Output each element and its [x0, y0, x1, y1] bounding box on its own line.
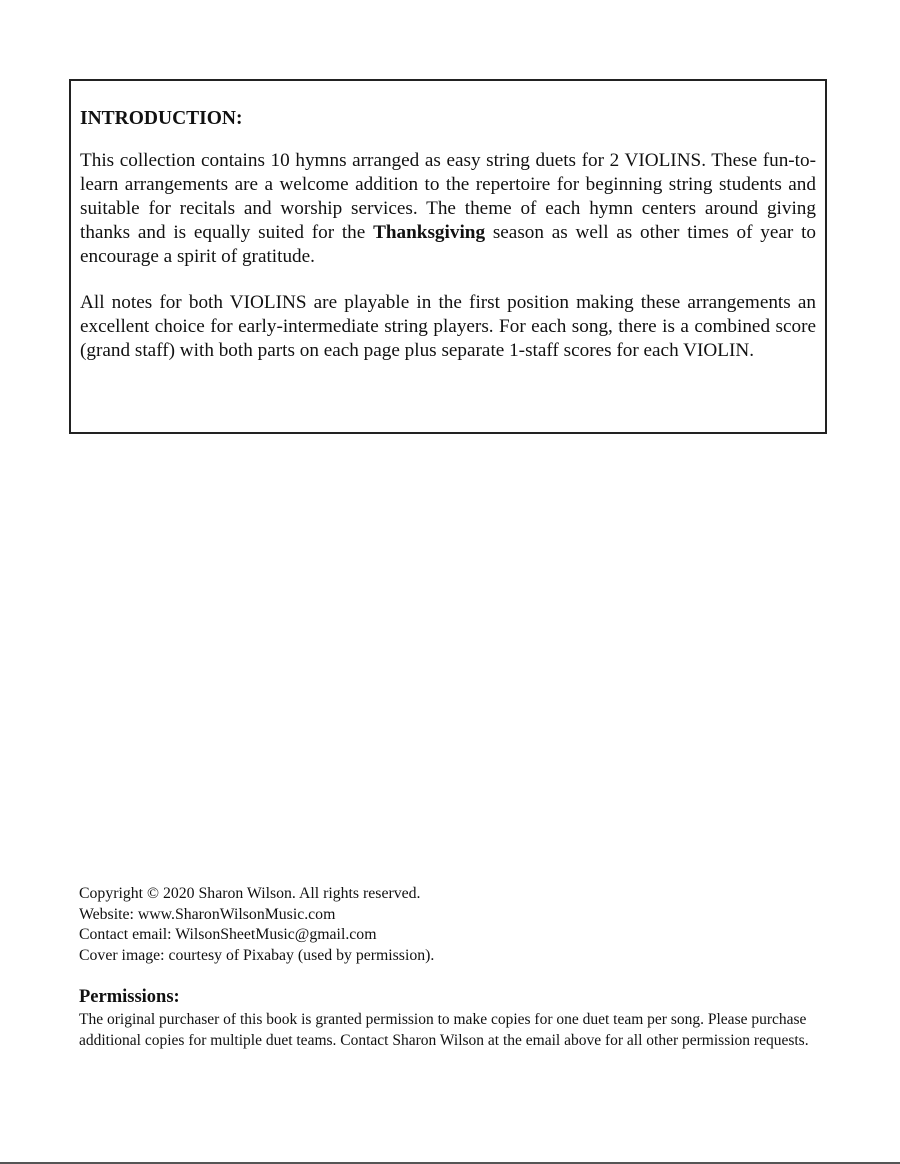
introduction-box: [69, 79, 827, 434]
copyright-line: Copyright © 2020 Sharon Wilson. All rights reserved.: [79, 885, 421, 902]
permissions-text: The original purchaser of this book is granted permission to make copies for one duet team per song. Please purchase additional copies for multiple duet teams. Contact Sharon Wilson at the email above for all other permission requests.: [79, 1011, 809, 1049]
thanksgiving-emphasis: Thanksgiving: [373, 222, 486, 243]
cover-image-credit-line: Cover image: courtesy of Pixabay (used by permission).: [79, 946, 435, 964]
introduction-paragraph-1: [80, 149, 816, 269]
intro-para1-start: This collection contains 10 hymns arranged as easy string duets for 2 VIOLINS. These fun-to-learn arrangements are a welcome addition to the repertoire for beginning string students and suitable for recitals and worship services. The theme of each hymn centers around giving thanks and is equally suited for the: [80, 150, 816, 243]
introduction-paragraph-2: All notes for both VIOLINS are playable in the first position making these arrangements an excellent choice for early-intermediate string players. For each song, there is a combined score (grand staff) with both parts on each page plus separate 1-staff scores for each VIOLIN.: [80, 292, 816, 361]
introduction-heading: INTRODUCTION:: [80, 108, 243, 129]
permissions-heading: Permissions:: [79, 987, 180, 1007]
intro-para1-end: season as well as other times of year to encourage a spirit of gratitude.: [80, 222, 816, 267]
website-line: Website: www.SharonWilsonMusic.com: [79, 905, 336, 923]
contact-email-line: Contact email: WilsonSheetMusic@gmail.com: [79, 926, 377, 943]
credits-block: [79, 884, 839, 966]
permissions-block: [79, 986, 824, 1051]
